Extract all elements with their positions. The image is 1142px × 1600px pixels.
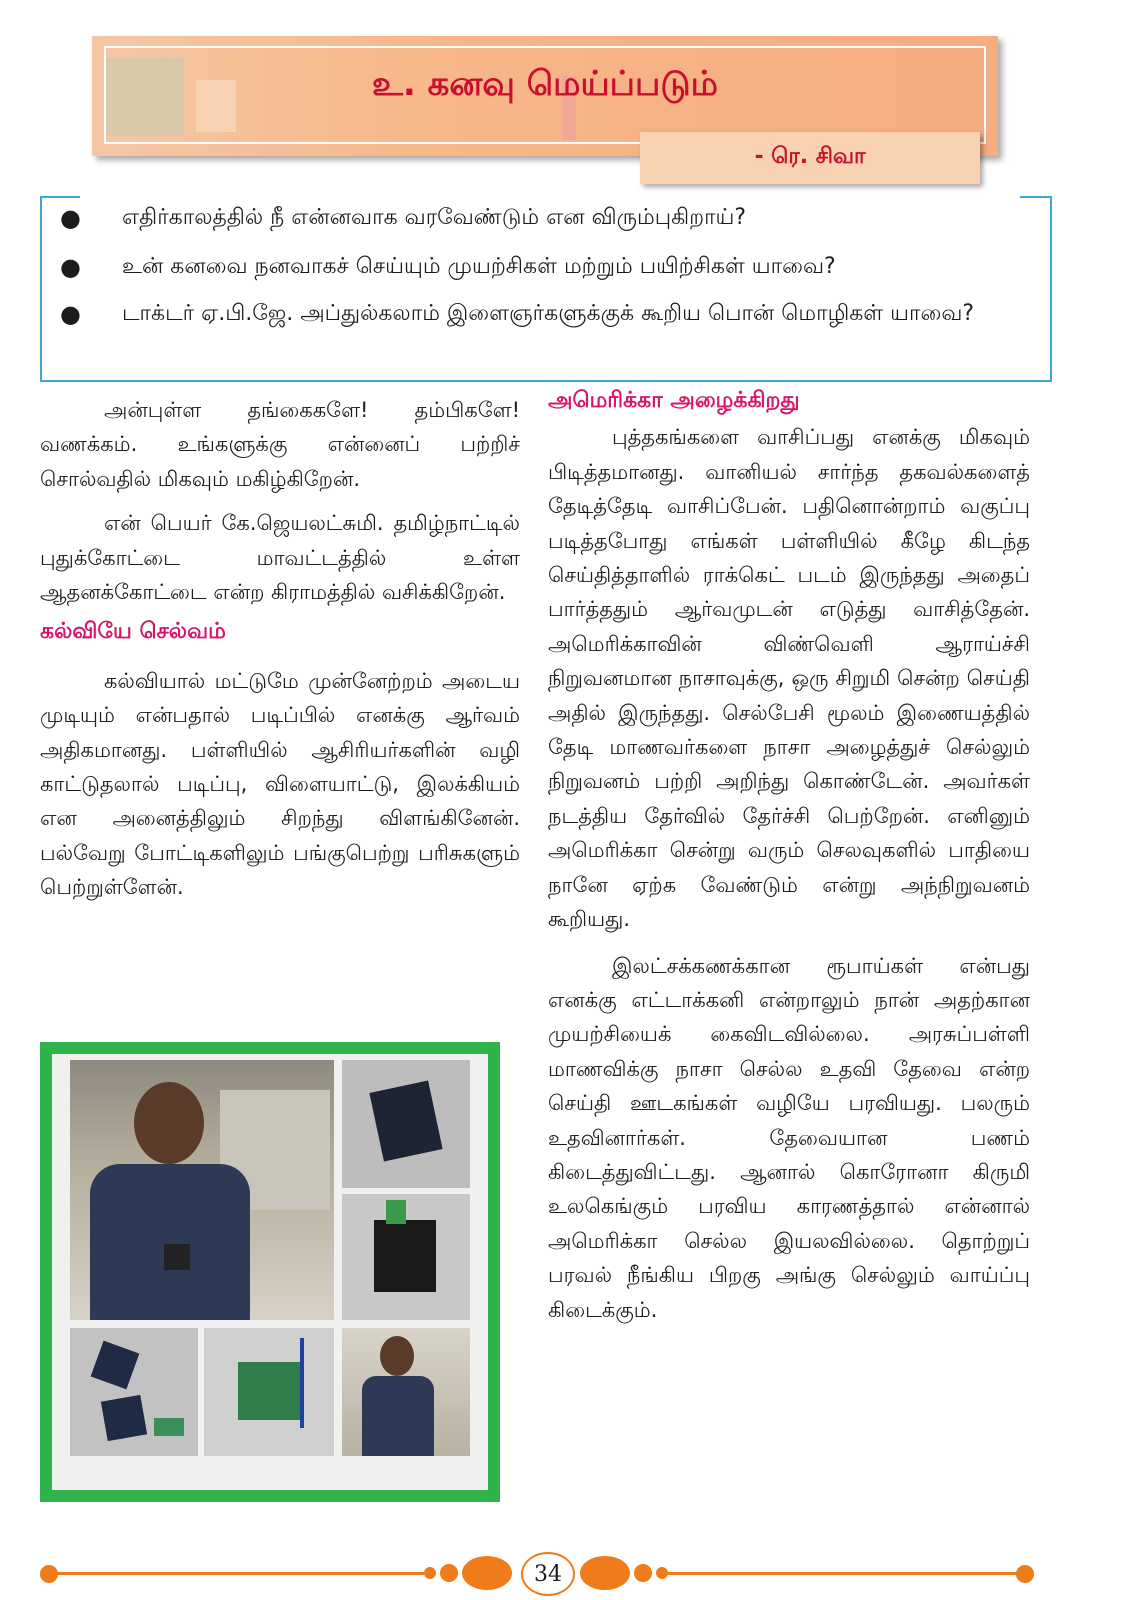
solar-panel-photo [70,1328,198,1456]
photo-collage [40,1042,500,1502]
section-heading: அமெரிக்கா அழைக்கிறது [548,388,800,413]
question-text: எதிர்காலத்தில் நீ என்னவாக வரவேண்டும் என விரும்புகிறாய்? [122,205,747,230]
footer-dot [40,1565,58,1583]
footer-dot [580,1556,630,1590]
circuit-board [386,1200,406,1224]
paragraph: என் பெயர் கே.ஜெயலட்சுமி. தமிழ்நாட்டில் புதுக்கோட்டை மாவட்டத்தில் உள்ள ஆதனக்கோட்டை என்ற கிராமத்தில் வசிக்கிறேன். [40,511,520,605]
bullet-icon: ● [60,204,81,232]
page-title: உ. கனவு மெய்ப்படும் [372,64,718,104]
cubesat-box [369,1081,442,1162]
solar-panel [91,1341,140,1390]
photo-collage-inner [52,1054,488,1490]
page-number: 34 [521,1552,575,1596]
wire [300,1338,304,1428]
student-photo-small [342,1328,470,1456]
footer-dot [634,1564,652,1582]
footer-dot [462,1556,512,1590]
left-column [40,393,520,905]
circuit-board [238,1362,300,1420]
bullet-icon: ● [60,253,81,281]
paragraph: புத்தகங்களை வாசிப்பது எனக்கு மிகவும் பிடித்தமானது. வானியல் சார்ந்த தகவல்களைத் தேடித்தேடி வாசிப்பேன். பதினொன்றாம் வகுப்பு படித்தபோது எங்கள் பள்ளியில் கீழே கிடந்த செய்தித்தாளில் ராக்கெட் படம் இருந்தது அதைப் பார்த்ததும் ஆர்வமுடன் எடுத்து வாசித்தேன். அமெரிக்காவின் விண்வெளி ஆராய்ச்சி நிறுவனமான நாசாவுக்கு, ஒரு சிறுமி சென்ற செய்தி அதில் இருந்தது. செல்பேசி மூலம் இணையத்தில் தேடி மாணவர்களை நாசா அழைத்துச் செல்லும் நிறுவனம் பற்றி அறிந்து கொண்டேன். அவர்கள் நடத்திய தேர்வில் தேர்ச்சி பெற்றேன். எனினும் அமெரிக்கா சென்று வரும் செலவுகளில் பாதியை நானே ஏற்க வேண்டும் என்று அந்நிறுவனம் கூறியது. [548,425,1030,932]
paragraph: அன்புள்ள தங்கைகளே! தம்பிகளே! வணக்கம். உங்களுக்கு என்னைப் பற்றிச் சொல்வதில் மிகவும் மகிழ்கிறேன். [40,398,520,491]
section-heading: கல்வியே செல்வம் [40,619,226,645]
circuit-photo [204,1328,334,1456]
bullet-icon: ● [60,300,81,328]
student-uniform [362,1376,434,1456]
circuit-board [154,1418,184,1436]
footer-dot [424,1567,436,1579]
footer-line [660,1572,1030,1575]
cubesat-photo [342,1194,470,1320]
student-face [380,1336,414,1376]
question-text: டாக்டர் ஏ.பி.ஜே. அப்துல்கலாம் இளைஞர்களுக்குக் கூறிய பொன் மொழிகள் யாவை? [122,301,975,326]
footer-line [44,1572,424,1575]
student-uniform [90,1164,250,1320]
author-name: - ரெ. சிவா [640,132,980,184]
paragraph: இலட்சக்கணக்கான ரூபாய்கள் என்பது எனக்கு எட்டாக்கனி என்றாலும் நான் அதற்கான முயற்சியைக் கைவிடவில்லை. அரசுப்பள்ளி மாணவிக்கு நாசா செல்ல உதவி தேவை என்ற செய்தி ஊடகங்கள் வழியே பரவியது. பலரும் உதவினார்கள். தேவையான பணம் கிடைத்துவிட்டது. ஆனால் கொரோனா கிருமி உலகெங்கும் பரவிய காரணத்தால் என்னால் அமெரிக்கா செல்ல இயலவில்லை. தொற்றுப் பரவல் நீங்கிய பிறகு அங்கு செல்லும் வாய்ப்பு கிடைக்கும். [548,953,1030,1322]
student-photo [70,1060,334,1320]
paragraph: கல்வியால் மட்டுமே முன்னேற்றம் அடைய முடியும் என்பதால் படிப்பில் எனக்கு ஆர்வம் அதிகமானது. பள்ளியில் ஆசிரியர்களின் வழி காட்டுதலால் படிப்பு, விளையாட்டு, இலக்கியம் என அனைத்திலும் சிறந்து விளங்கினேன். பல்வேறு போட்டிகளிலும் பங்குபெற்று பரிசுகளும் பெற்றுள்ளேன். [40,668,520,900]
cubesat-frame [374,1220,436,1292]
footer-dot [440,1564,458,1582]
question-text: உன் கனவை நனவாகச் செய்யும் முயற்சிகள் மற்றும் பயிற்சிகள் யாவை? [122,254,836,279]
right-column [548,384,1030,1327]
footer-dot [1016,1565,1034,1583]
cubesat-photo [342,1060,470,1188]
footer-dot [656,1567,668,1579]
cubesat-model [164,1244,190,1270]
student-face [134,1082,204,1164]
solar-panel [101,1395,147,1441]
